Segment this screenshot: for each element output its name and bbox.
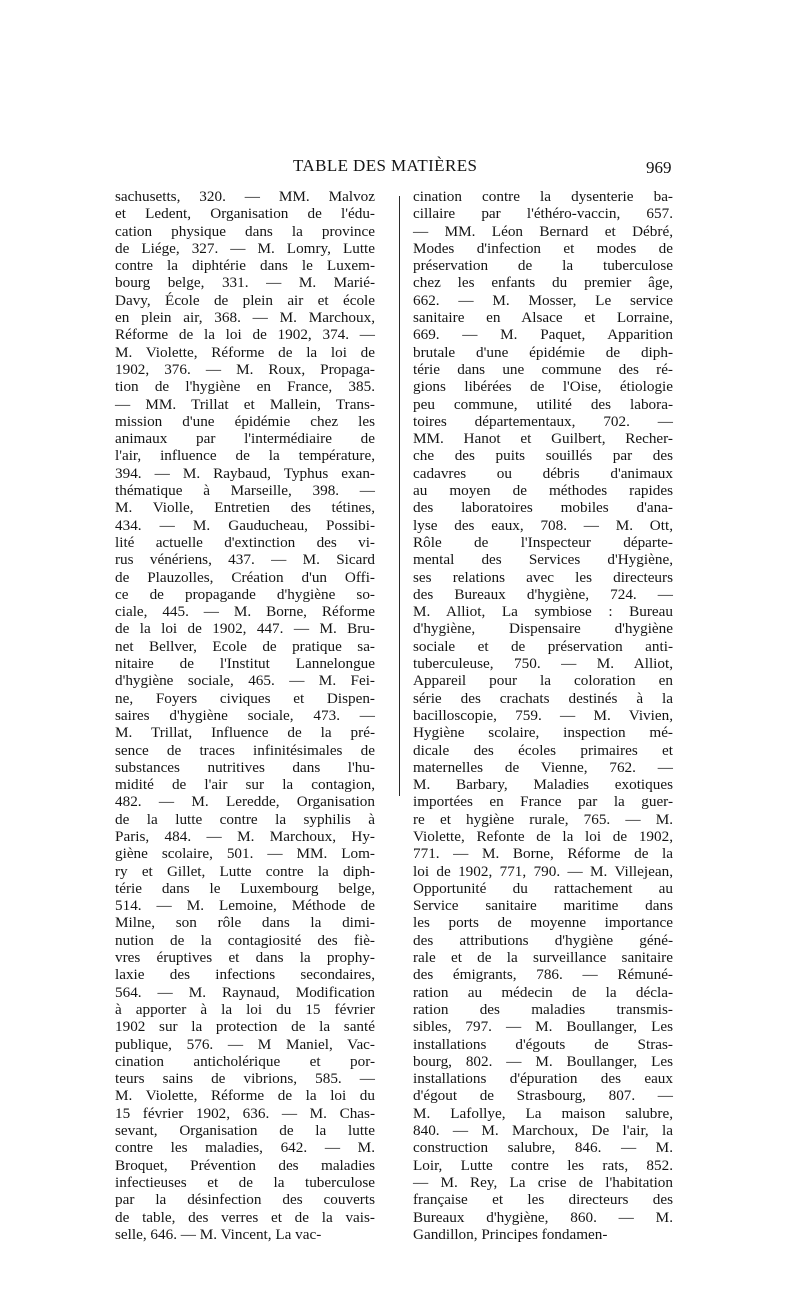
text-line: d'égout de Strasbourg, 807. — — [413, 1087, 673, 1105]
text-line: 840. — M. Marchoux, De l'air, la — [413, 1122, 673, 1140]
text-line: mission d'une épidémie chez les — [115, 412, 375, 430]
text-line: Gandillon, Principes fondamen- — [413, 1225, 608, 1243]
text-line: chez les enfants du premier âge, — [413, 274, 673, 292]
text-line: saires d'hygiène sociale, 473. — — [115, 706, 375, 724]
left-column — [115, 188, 375, 1243]
text-line: M. Violette, Réforme de la loi du — [115, 1087, 375, 1105]
text-line: ry et Gillet, Lutte contre la diph- — [115, 862, 375, 880]
text-line: cation physique dans la province — [115, 222, 375, 240]
text-line: 394. — M. Raybaud, Typhus exan- — [115, 464, 375, 482]
text-line: — MM. Trillat et Mallein, Trans- — [115, 395, 375, 413]
text-line: Modes d'infection et modes de — [413, 239, 673, 257]
text-line: ne, Foyers civiques et Dispen- — [115, 689, 375, 707]
text-line: vres éruptives et dans la prophy- — [115, 949, 375, 967]
text-line: tion de l'hygiène en France, 385. — [115, 378, 375, 396]
text-line: sanitaire en Alsace et Lorraine, — [413, 309, 673, 327]
text-line: net Bellver, Ecole de pratique sa- — [115, 637, 375, 655]
text-line: 564. — M. Raynaud, Modification — [115, 983, 375, 1001]
text-line: brutale d'une épidémie de diph- — [413, 343, 673, 361]
text-line: cination contre la dysenterie ba- — [413, 188, 673, 205]
text-line: lité actuelle d'extinction des vi- — [115, 533, 375, 551]
page-number: 969 — [646, 158, 672, 177]
text-line: cillaire par l'éthéro-vaccin, 657. — [413, 205, 673, 223]
text-line: de la lutte contre la syphilis à — [115, 810, 375, 828]
text-line: des laboratoires mobiles d'ana- — [413, 499, 673, 517]
text-line: teurs sains de vibrions, 585. — — [115, 1070, 375, 1088]
text-line: mental des Services d'Hygiène, — [413, 551, 673, 569]
text-line: par la désinfection des couverts — [115, 1191, 375, 1209]
text-line: 514. — M. Lemoine, Méthode de — [115, 897, 375, 915]
text-line: installations d'égouts de Stras- — [413, 1035, 673, 1053]
text-line: 1902 sur la protection de la santé — [115, 1018, 375, 1036]
text-line: re et hygiène rurale, 765. — M. — [413, 810, 673, 828]
text-line: des attributions d'hygiène géné- — [413, 931, 673, 949]
text-line: en plein air, 368. — M. Marchoux, — [115, 309, 375, 327]
text-line: 15 février 1902, 636. — M. Chas- — [115, 1104, 375, 1122]
text-line: rus vénériens, 437. — M. Sicard — [115, 551, 375, 569]
text-line: bacilloscopie, 759. — M. Vivien, — [413, 706, 673, 724]
text-line: M. Violette, Réforme de la loi de — [115, 343, 375, 361]
text-line: installations d'épuration des eaux — [413, 1070, 673, 1088]
text-line: midité de l'air sur la contagion, — [115, 776, 375, 794]
text-line: au moyen de méthodes rapides — [413, 482, 673, 500]
text-line: bourg, 802. — M. Boullanger, Les — [413, 1052, 673, 1070]
text-line: 482. — M. Leredde, Organisation — [115, 793, 375, 811]
text-line: rale et de la surveillance sanitaire — [413, 949, 673, 967]
text-line: construction salubre, 846. — M. — [413, 1139, 673, 1157]
text-line: série des crachats destinés à la — [413, 689, 673, 707]
text-line: Hygiène scolaire, inspection mé- — [413, 724, 673, 742]
text-line: 771. — M. Borne, Réforme de la — [413, 845, 673, 863]
text-line: substances nutritives dans l'hu- — [115, 758, 375, 776]
text-line: Broquet, Prévention des maladies — [115, 1156, 375, 1174]
text-line: importées en France par la guer- — [413, 793, 673, 811]
text-line: de Liége, 327. — M. Lomry, Lutte — [115, 239, 375, 257]
text-line: Loir, Lutte contre les rats, 852. — [413, 1156, 673, 1174]
text-line: sevant, Organisation de la lutte — [115, 1122, 375, 1140]
text-line: M. Violle, Entretien des tétines, — [115, 499, 375, 517]
text-line: bourg belge, 331. — M. Marié- — [115, 274, 375, 292]
text-line: térie dans une commune des ré- — [413, 360, 673, 378]
text-line: Appareil pour la coloration en — [413, 672, 673, 690]
text-line: l'air, influence de la température, — [115, 447, 375, 465]
text-line: ration des maladies transmis- — [413, 1000, 673, 1018]
text-line: et Ledent, Organisation de l'édu- — [115, 205, 375, 223]
text-line: de la loi de 1902, 447. — M. Bru- — [115, 620, 375, 638]
text-line: animaux par l'intermédiaire de — [115, 430, 375, 448]
text-line: Paris, 484. — M. Marchoux, Hy- — [115, 827, 375, 845]
text-line: gions libérées de l'Oise, étiologie — [413, 378, 673, 396]
text-line: nution de la contagiosité des fiè- — [115, 931, 375, 949]
text-line: sociale et de préservation anti- — [413, 637, 673, 655]
text-line: sence de traces infinitésimales de — [115, 741, 375, 759]
text-line: giène scolaire, 501. — MM. Lom- — [115, 845, 375, 863]
text-line: lyse des eaux, 708. — M. Ott, — [413, 516, 673, 534]
text-line: M. Trillat, Influence de la pré- — [115, 724, 375, 742]
text-line: de table, des verres et de la vais- — [115, 1208, 375, 1226]
text-line: thématique à Marseille, 398. — — [115, 482, 375, 500]
text-line: Réforme de la loi de 1902, 374. — — [115, 326, 375, 344]
text-line: les ports de moyenne importance — [413, 914, 673, 932]
text-line: che des puits souillés par des — [413, 447, 673, 465]
text-line: Rôle de l'Inspecteur départe- — [413, 533, 673, 551]
text-line: 1902, 376. — M. Roux, Propaga- — [115, 360, 375, 378]
text-line: selle, 646. — M. Vincent, La vac- — [115, 1225, 322, 1243]
text-line: sibles, 797. — M. Boullanger, Les — [413, 1018, 673, 1036]
text-line: française et les directeurs des — [413, 1191, 673, 1209]
text-line: sachusetts, 320. — MM. Malvoz — [115, 188, 375, 205]
text-line: — M. Rey, La crise de l'habitation — [413, 1173, 673, 1191]
text-line: contre la diphtérie dans le Luxem- — [115, 257, 375, 275]
text-line: 669. — M. Paquet, Apparition — [413, 326, 673, 344]
text-line: ciale, 445. — M. Borne, Réforme — [115, 603, 375, 621]
text-line: — MM. Léon Bernard et Débré, — [413, 222, 673, 240]
text-line: Violette, Refonte de la loi de 1902, — [413, 827, 673, 845]
text-line: cination anticholérique et por- — [115, 1052, 375, 1070]
text-line: nitaire de l'Institut Lannelongue — [115, 655, 375, 673]
text-line: dicale des écoles primaires et — [413, 741, 673, 759]
text-line: publique, 576. — M Maniel, Vac- — [115, 1035, 375, 1053]
text-line: Davy, École de plein air et école — [115, 291, 375, 309]
text-line: d'hygiène sociale, 465. — M. Fei- — [115, 672, 375, 690]
text-line: infectieuses et de la tuberculose — [115, 1173, 375, 1191]
text-line: Service sanitaire maritime dans — [413, 897, 673, 915]
text-line: laxie des infections secondaires, — [115, 966, 375, 984]
running-head: TABLE DES MATIÈRES — [293, 156, 478, 175]
text-line: 434. — M. Gauducheau, Possibi- — [115, 516, 375, 534]
text-line: cadavres ou débris d'animaux — [413, 464, 673, 482]
text-line: ses relations avec les directeurs — [413, 568, 673, 586]
right-column — [413, 188, 673, 1243]
column-divider — [399, 196, 400, 796]
text-line: M. Barbary, Maladies exotiques — [413, 776, 673, 794]
text-line: toires départementaux, 702. — — [413, 412, 673, 430]
text-line: Opportunité du rattachement au — [413, 879, 673, 897]
text-line: ration au médecin de la décla- — [413, 983, 673, 1001]
text-line: de Plauzolles, Création d'un Offi- — [115, 568, 375, 586]
text-line: térie dans le Luxembourg belge, — [115, 879, 375, 897]
text-line: 662. — M. Mosser, Le service — [413, 291, 673, 309]
text-line: à apporter à la loi du 15 février — [115, 1000, 375, 1018]
text-line: tuberculeuse, 750. — M. Alliot, — [413, 655, 673, 673]
text-line: M. Lafollye, La maison salubre, — [413, 1104, 673, 1122]
text-line: peu commune, utilité des labora- — [413, 395, 673, 413]
text-line: contre les maladies, 642. — M. — [115, 1139, 375, 1157]
text-line: des émigrants, 786. — Rémuné- — [413, 966, 673, 984]
text-line: MM. Hanot et Guilbert, Recher- — [413, 430, 673, 448]
text-line: maternelles de Vienne, 762. — — [413, 758, 673, 776]
text-line: des Bureaux d'hygiène, 724. — — [413, 585, 673, 603]
text-line: Milne, son rôle dans la dimi- — [115, 914, 375, 932]
text-line: ce de propagande d'hygiène so- — [115, 585, 375, 603]
text-line: loi de 1902, 771, 790. — M. Villejean, — [413, 862, 673, 880]
text-line: préservation de la tuberculose — [413, 257, 673, 275]
text-line: Bureaux d'hygiène, 860. — M. — [413, 1208, 673, 1226]
text-line: d'hygiène, Dispensaire d'hygiène — [413, 620, 673, 638]
text-line: M. Alliot, La symbiose : Bureau — [413, 603, 673, 621]
